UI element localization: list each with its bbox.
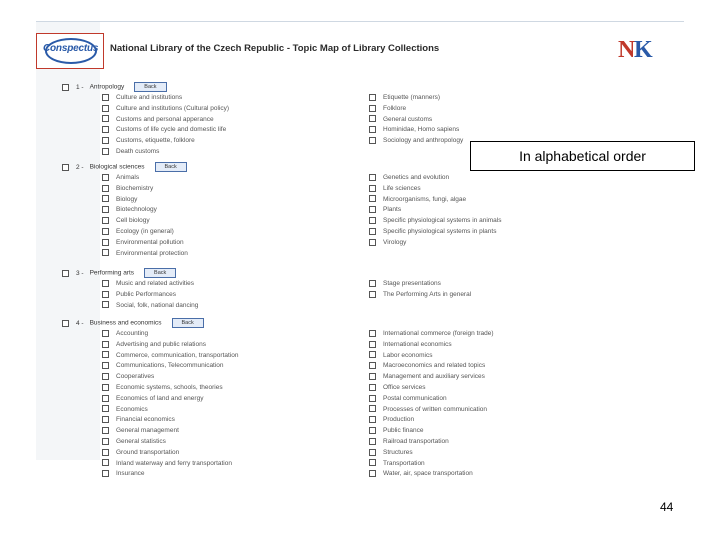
topic-item[interactable] <box>102 405 148 415</box>
topic-label: Economic systems, schools, theories <box>116 384 223 391</box>
topic-label: Microorganisms, fungi, algae <box>383 195 467 203</box>
topic-label: Communications, Telecommunication <box>116 362 224 370</box>
conspectus-logo <box>36 33 104 69</box>
nk-logo-k: K <box>634 37 653 63</box>
topic-item[interactable] <box>369 426 423 436</box>
topic-checkbox[interactable] <box>369 330 376 337</box>
topic-checkbox[interactable] <box>369 291 376 298</box>
topic-item[interactable] <box>369 184 421 194</box>
topic-label: Environmental pollution <box>116 238 184 246</box>
topic-checkbox[interactable] <box>369 137 376 144</box>
page-title: National Library of the Czech Republic - Topic Map of Library Collections <box>110 43 440 54</box>
topic-item[interactable] <box>102 173 139 183</box>
topic-checkbox[interactable] <box>102 351 109 358</box>
topic-item[interactable] <box>369 136 463 146</box>
topic-item[interactable] <box>102 448 179 458</box>
topic-label: Death customs <box>116 148 160 155</box>
topic-label: Insurance <box>116 470 145 478</box>
page-header <box>36 33 684 69</box>
section-number: 2 - <box>76 163 84 171</box>
topic-item[interactable] <box>102 115 214 125</box>
topic-checkbox[interactable] <box>369 362 376 369</box>
topic-label: Customs of life cycle and domestic life <box>116 126 227 134</box>
topic-item[interactable] <box>102 426 179 436</box>
topic-checkbox[interactable] <box>369 174 376 181</box>
topic-item[interactable] <box>102 238 184 248</box>
topic-item[interactable] <box>102 340 206 350</box>
topic-item[interactable] <box>102 394 203 404</box>
topic-label: International economics <box>383 340 452 348</box>
topic-checkbox[interactable] <box>102 341 109 348</box>
topic-item[interactable] <box>369 372 485 382</box>
topic-item[interactable] <box>102 195 137 205</box>
topic-label: Culture and institutions (Cultural policy) <box>116 104 230 112</box>
topic-checkbox[interactable] <box>369 280 376 287</box>
topic-checkbox[interactable] <box>369 115 376 122</box>
section-checkbox[interactable] <box>62 270 69 277</box>
topic-checkbox[interactable] <box>369 405 376 412</box>
topic-item[interactable] <box>369 437 449 447</box>
topic-item[interactable] <box>102 205 157 215</box>
topic-label: Transportation <box>383 459 425 467</box>
topic-item[interactable] <box>102 361 224 371</box>
topic-checkbox[interactable] <box>102 470 109 477</box>
topic-checkbox[interactable] <box>102 105 109 112</box>
topic-checkbox[interactable] <box>102 115 109 122</box>
section-name: Antropology <box>89 83 125 91</box>
topic-item[interactable] <box>369 173 449 183</box>
topic-item[interactable] <box>102 469 145 479</box>
topic-label: Railroad transportation <box>383 438 449 445</box>
topic-label: Specific physiological systems in plants <box>383 228 497 235</box>
topic-label: Water, air, space transportation <box>383 470 473 478</box>
topic-item[interactable] <box>369 329 494 339</box>
topic-label: Economics <box>116 405 148 413</box>
topic-label: Folklore <box>383 104 407 112</box>
topic-checkbox[interactable] <box>369 185 376 192</box>
top-divider <box>36 21 684 22</box>
topic-label: Sociology and anthropology <box>383 137 464 145</box>
section-name: Biological sciences <box>89 163 145 171</box>
topic-label: Economics of land and energy <box>116 394 204 402</box>
topic-label: Plants <box>383 206 402 214</box>
section-header <box>62 162 187 172</box>
topic-checkbox[interactable] <box>102 239 109 246</box>
topic-label: Labor economics <box>383 351 433 359</box>
topic-label: Genetics and evolution <box>383 174 450 181</box>
topic-label: Commerce, communication, transportation <box>116 351 239 359</box>
topic-checkbox[interactable] <box>102 291 109 298</box>
topic-label: Environmental protection <box>116 249 188 257</box>
topic-item[interactable] <box>102 216 150 226</box>
topic-checkbox[interactable] <box>102 384 109 391</box>
topic-checkbox[interactable] <box>369 105 376 112</box>
topic-label: Hominidae, Homo sapiens <box>383 126 460 134</box>
topic-item[interactable] <box>102 104 229 114</box>
topic-label: Public Performances <box>116 290 176 298</box>
topic-checkbox[interactable] <box>102 206 109 213</box>
topic-item[interactable] <box>369 405 487 415</box>
topic-label: Office services <box>383 384 426 391</box>
topic-item[interactable] <box>369 115 432 125</box>
topic-item[interactable] <box>369 290 471 300</box>
topic-item[interactable] <box>369 205 401 215</box>
topic-checkbox[interactable] <box>369 373 376 380</box>
topic-item[interactable] <box>102 249 188 259</box>
topic-checkbox[interactable] <box>369 395 376 402</box>
topic-checkbox[interactable] <box>369 217 376 224</box>
topic-label: Public finance <box>383 427 424 435</box>
topic-checkbox[interactable] <box>102 449 109 456</box>
topic-checkbox[interactable] <box>102 416 109 423</box>
topic-item[interactable] <box>369 340 452 350</box>
topic-item[interactable] <box>102 383 223 393</box>
topic-checkbox[interactable] <box>369 206 376 213</box>
topic-checkbox[interactable] <box>102 301 109 308</box>
topic-label: Structures <box>383 448 413 456</box>
section-header <box>62 268 176 278</box>
topic-checkbox[interactable] <box>369 126 376 133</box>
topic-item[interactable] <box>102 329 148 339</box>
topic-checkbox[interactable] <box>102 395 109 402</box>
topic-label: Virology <box>383 238 407 246</box>
logo-text: Conspectus <box>43 43 99 54</box>
topic-checkbox[interactable] <box>369 427 376 434</box>
section-number: 3 - <box>76 269 84 277</box>
topic-checkbox[interactable] <box>102 174 109 181</box>
back-button[interactable]: Back <box>144 268 176 278</box>
topic-label: Processes of written communication <box>383 405 488 413</box>
section-checkbox[interactable] <box>62 320 69 327</box>
topic-item[interactable] <box>102 147 159 157</box>
topic-checkbox[interactable] <box>369 449 376 456</box>
topic-item[interactable] <box>369 93 440 103</box>
back-button[interactable]: Back <box>134 82 166 92</box>
topic-item[interactable] <box>102 227 174 237</box>
topic-label: Stage presentations <box>383 280 441 287</box>
topic-checkbox[interactable] <box>369 351 376 358</box>
section-number: 1 - <box>76 83 84 91</box>
section-checkbox[interactable] <box>62 164 69 171</box>
topic-checkbox[interactable] <box>369 239 376 246</box>
topic-checkbox[interactable] <box>369 94 376 101</box>
nk-logo <box>618 37 656 63</box>
topic-label: Macroeconomics and related topics <box>383 362 486 370</box>
topic-label: Financial economics <box>116 416 175 424</box>
topic-label: Social, folk, national dancing <box>116 301 199 309</box>
topic-label: Management and auxiliary services <box>383 373 485 381</box>
topic-checkbox[interactable] <box>102 126 109 133</box>
topic-item[interactable] <box>369 394 447 404</box>
topic-item[interactable] <box>369 238 406 248</box>
topic-checkbox[interactable] <box>102 94 109 101</box>
section-checkbox[interactable] <box>62 84 69 91</box>
topic-item[interactable] <box>102 372 154 382</box>
section-header <box>62 318 204 328</box>
topic-label: Advertising and public relations <box>116 340 206 348</box>
topic-label: Culture and institutions <box>116 94 183 101</box>
topic-item[interactable] <box>369 415 414 425</box>
topic-checkbox[interactable] <box>102 362 109 369</box>
topic-checkbox[interactable] <box>102 195 109 202</box>
topic-item[interactable] <box>369 227 496 237</box>
topic-item[interactable] <box>369 279 441 289</box>
topic-label: Customs, etiquette, folklore <box>116 137 195 145</box>
topic-item[interactable] <box>369 361 485 371</box>
topic-label: Cell biology <box>116 217 150 225</box>
topic-item[interactable] <box>369 459 425 469</box>
topic-item[interactable] <box>369 125 459 135</box>
topic-label: Postal communication <box>383 394 447 402</box>
topic-checkbox[interactable] <box>102 228 109 235</box>
topic-checkbox[interactable] <box>102 185 109 192</box>
topic-item[interactable] <box>102 279 194 289</box>
topic-item[interactable] <box>102 301 198 311</box>
topic-label: Inland waterway and ferry transportation <box>116 459 232 467</box>
topic-item[interactable] <box>369 383 426 393</box>
callout-text: In alphabetical order <box>519 148 646 164</box>
back-button[interactable]: Back <box>172 318 204 328</box>
section-name: Performing arts <box>89 269 135 277</box>
topic-item[interactable] <box>369 216 502 226</box>
topic-label: Production <box>383 416 415 424</box>
topic-checkbox[interactable] <box>369 459 376 466</box>
topic-label: General statistics <box>116 438 166 445</box>
topic-label: Biochemistry <box>116 184 154 192</box>
topic-checkbox[interactable] <box>102 249 109 256</box>
section-header <box>62 82 167 92</box>
topic-checkbox[interactable] <box>102 459 109 466</box>
topic-label: Specific physiological systems in animals <box>383 217 502 225</box>
topic-item[interactable] <box>102 93 182 103</box>
topic-item[interactable] <box>102 184 153 194</box>
topic-label: General customs <box>383 115 433 123</box>
topic-item[interactable] <box>102 415 175 425</box>
topic-label: Ecology (in general) <box>116 228 174 235</box>
topic-checkbox[interactable] <box>369 195 376 202</box>
topic-checkbox[interactable] <box>102 373 109 380</box>
topic-checkbox[interactable] <box>102 217 109 224</box>
topic-item[interactable] <box>102 290 176 300</box>
back-button[interactable]: Back <box>155 162 187 172</box>
topic-checkbox[interactable] <box>102 330 109 337</box>
nk-logo-n: N <box>618 37 636 63</box>
section-name: Business and economics <box>89 319 162 327</box>
topic-item[interactable] <box>102 459 232 469</box>
topic-label: Animals <box>116 174 140 181</box>
topic-checkbox[interactable] <box>102 148 109 155</box>
topic-item[interactable] <box>369 448 413 458</box>
topic-label: Cooperatives <box>116 373 155 381</box>
topic-checkbox[interactable] <box>102 438 109 445</box>
topic-label: Etiquette (manners) <box>383 94 441 101</box>
section-number: 4 - <box>76 319 84 327</box>
topic-item[interactable] <box>369 351 433 361</box>
topic-checkbox[interactable] <box>369 384 376 391</box>
topic-item[interactable] <box>102 437 166 447</box>
topic-checkbox[interactable] <box>369 438 376 445</box>
topic-label: Ground transportation <box>116 448 180 456</box>
topic-checkbox[interactable] <box>102 137 109 144</box>
topic-label: Life sciences <box>383 184 421 192</box>
topic-checkbox[interactable] <box>369 470 376 477</box>
topic-checkbox[interactable] <box>102 427 109 434</box>
topic-item[interactable] <box>369 195 466 205</box>
topic-label: Accounting <box>116 330 149 337</box>
topic-label: The Performing Arts in general <box>383 290 472 298</box>
topic-checkbox[interactable] <box>369 341 376 348</box>
topic-item[interactable] <box>369 104 406 114</box>
topic-label: Biotechnology <box>116 206 157 214</box>
topic-label: International commerce (foreign trade) <box>383 330 494 337</box>
alphabetical-order-callout <box>470 141 695 171</box>
topic-checkbox[interactable] <box>102 405 109 412</box>
topic-item[interactable] <box>102 136 195 146</box>
topic-label: General management <box>116 427 179 435</box>
topic-item[interactable] <box>369 469 473 479</box>
topic-label: Music and related activities <box>116 280 195 287</box>
topic-checkbox[interactable] <box>369 416 376 423</box>
topic-item[interactable] <box>102 125 226 135</box>
topic-label: Biology <box>116 195 138 203</box>
topic-checkbox[interactable] <box>369 228 376 235</box>
page-number: 44 <box>660 500 674 514</box>
topic-label: Customs and personal apperance <box>116 115 214 123</box>
topic-item[interactable] <box>102 351 238 361</box>
topic-checkbox[interactable] <box>102 280 109 287</box>
